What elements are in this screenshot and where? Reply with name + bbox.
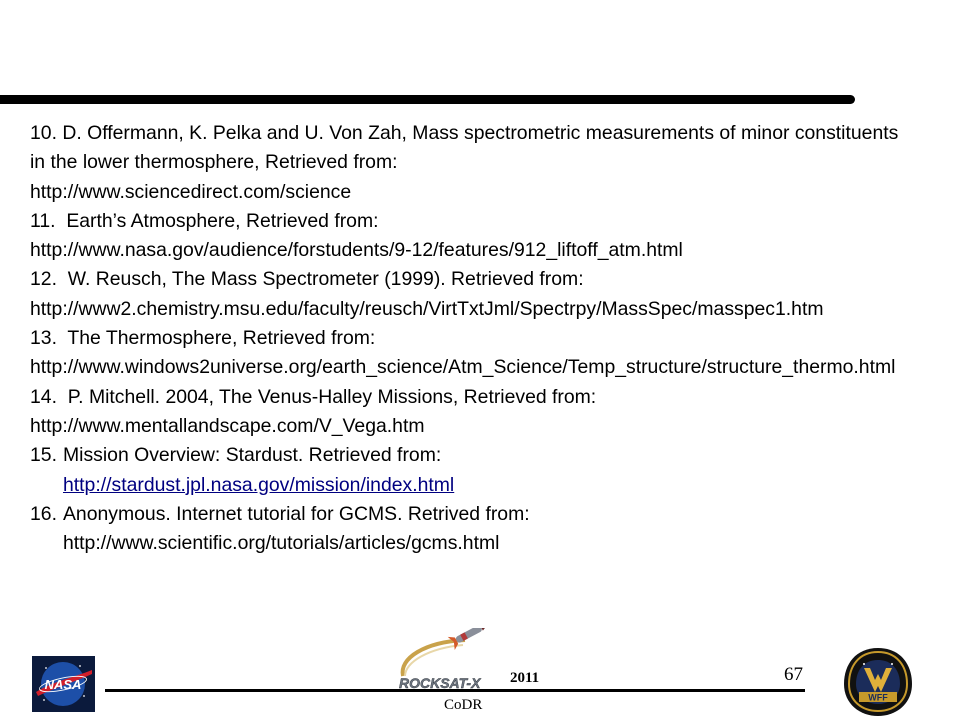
reference-link[interactable]: http://stardust.jpl.nasa.gov/mission/index.html	[63, 473, 455, 496]
reference-number: 12.	[30, 268, 57, 291]
reference-text: Earth’s Atmosphere, Retrieved from:	[66, 209, 379, 232]
reference-url: http://www.windows2universe.org/earth_science/Atm_Science/Temp_structure/structure_thermo.html	[30, 356, 896, 379]
nasa-logo	[32, 656, 95, 712]
footer-codr-label: CoDR	[444, 697, 483, 713]
reference-url: http://www.sciencedirect.com/science	[30, 180, 352, 203]
rocksat-x-logo	[395, 628, 505, 690]
reference-url: http://www.scientific.org/tutorials/articles/gcms.html	[63, 532, 500, 555]
wff-patch-icon	[842, 646, 914, 718]
reference-text: W. Reusch, The Mass Spectrometer (1999). Retrieved from:	[67, 268, 584, 291]
reference-12	[30, 265, 915, 294]
page-number: 67	[784, 664, 803, 685]
reference-url: http://www2.chemistry.msu.edu/faculty/reusch/VirtTxtJml/Spectrpy/MassSpec/masspec1.htm	[30, 297, 824, 320]
reference-text: D. Offermann, K. Pelka and U. Von Zah, Mass spectrometric measurements of minor constituents in the lower thermosphere, Retrieved from:	[30, 122, 899, 174]
nasa-logo-lettering: NASA	[44, 677, 82, 692]
reference-url: http://www.mentallandscape.com/V_Vega.htm	[30, 414, 425, 437]
reference-number: 10.	[30, 122, 57, 144]
reference-url: http://www.nasa.gov/audience/forstudents/9-12/features/912_liftoff_atm.html	[30, 239, 683, 262]
reference-14	[30, 383, 915, 412]
reference-number: 11.	[30, 209, 56, 232]
reference-list	[30, 119, 915, 558]
reference-text: P. Mitchell. 2004, The Venus-Halley Missions, Retrieved from:	[67, 385, 597, 408]
reference-text: The Thermosphere, Retrieved from:	[67, 327, 376, 350]
reference-11	[30, 207, 915, 236]
rocksat-logo-lettering: ROCKSAT-X	[399, 675, 481, 690]
reference-16	[30, 500, 915, 559]
wff-logo	[842, 646, 914, 718]
reference-number: 14.	[30, 385, 57, 408]
title-divider-bar	[0, 95, 855, 104]
reference-text: Mission Overview: Stardust. Retrieved from:	[63, 444, 442, 467]
reference-number: 16.	[30, 502, 57, 525]
wff-logo-lettering: WFF	[868, 692, 888, 703]
reference-number: 15.	[30, 444, 57, 467]
rocket-icon	[395, 628, 505, 690]
reference-13	[30, 324, 915, 353]
reference-15	[30, 441, 915, 500]
reference-text: Anonymous. Internet tutorial for GCMS. Retrived from:	[63, 502, 530, 525]
reference-10	[30, 119, 915, 178]
nasa-meatball-icon	[32, 656, 95, 712]
reference-number: 13.	[30, 327, 57, 350]
footer-year: 2011	[510, 670, 540, 686]
